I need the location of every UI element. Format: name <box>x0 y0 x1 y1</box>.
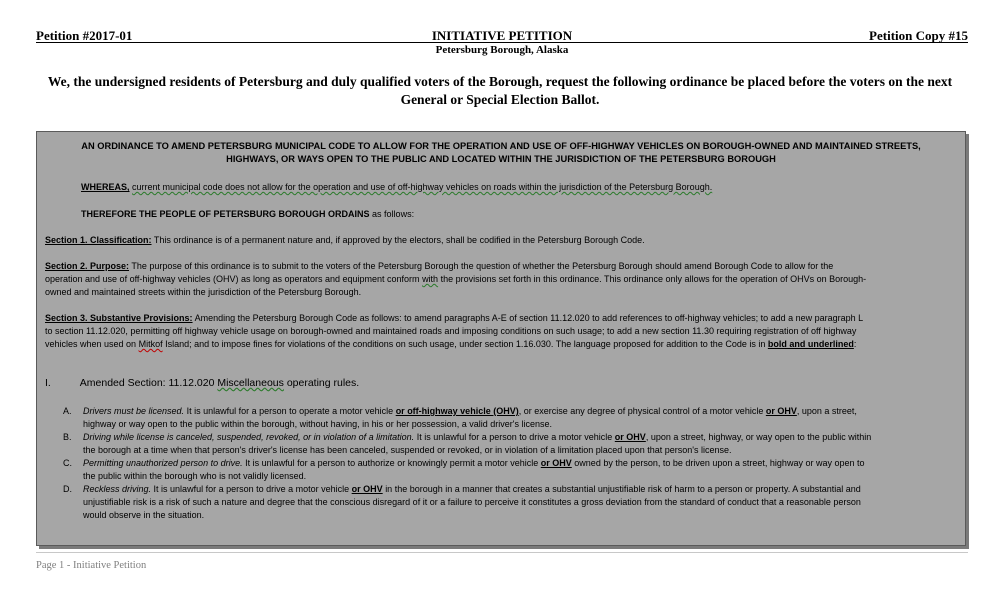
section-3-label: Section 3. Substantive Provisions: <box>45 313 193 323</box>
section-1 <box>45 234 955 247</box>
ordinance-box <box>36 131 966 546</box>
therefore-clause <box>81 208 941 221</box>
item-a-or-ohv: or OHV <box>765 406 797 416</box>
item-d-line3: would observe in the situation. <box>83 510 205 520</box>
item-d-text2: in the borough in a manner that creates a substantial unjustifiable risk of harm to a person or property. A substantial and <box>385 484 861 494</box>
preamble-statement: We, the undersigned residents of Petersburg and duly qualified voters of the Borough, request the following ordinance be placed before the voters on the next General or Special Election Ballot. <box>47 74 953 107</box>
section-3 <box>45 312 957 351</box>
ordinance-title-line1: AN ORDINANCE TO AMEND PETERSBURG MUNICIPAL CODE TO ALLOW FOR THE OPERATION AND USE OF OFF-HIGHWAY VEHICLES ON BOROUGH-OWNED AND MAINTAINED STREETS, <box>81 141 921 151</box>
therefore-bold: THEREFORE THE PEOPLE OF PETERSBURG BOROUGH ORDAINS <box>81 209 370 219</box>
page-title: INITIATIVE PETITION <box>431 28 573 43</box>
whereas-label: WHEREAS, <box>81 182 130 192</box>
ordinance-title <box>51 140 951 166</box>
list-item-c <box>37 457 965 483</box>
item-a-text1: It is unlawful for a person to operate a motor vehicle <box>186 406 394 416</box>
whereas-text: current municipal code does not allow for the operation and use of off-highway vehicles on roads within the jurisdiction of the Petersburg Borough. <box>132 182 713 192</box>
section-2-line2b: the provisions set forth in this ordinance. This ordinance only allows for the operation of OHVs on Borough- <box>440 274 867 284</box>
item-b-heading: Driving while license is canceled, suspended, revoked, or in violation of a limitation. <box>83 432 415 442</box>
list-item-b <box>37 431 965 457</box>
item-c-letter: C. <box>63 458 72 468</box>
section-2-label: Section 2. Purpose: <box>45 261 130 271</box>
item-c-heading: Permitting unauthorized person to drive. <box>83 458 243 468</box>
item-d-or-ohv: or OHV <box>351 484 383 494</box>
item-a-ohv-vehicle: or off-highway vehicle (OHV) <box>395 406 519 416</box>
section-2-line1: The purpose of this ordinance is to submit to the voters of the Petersburg Borough the question of whether the Petersburg Borough should amend Borough Code to allow for the <box>131 261 834 271</box>
item-b-text2: , upon a street, highway, or way open to the public within <box>645 432 872 442</box>
page-footer: Page 1 - Initiative Petition <box>36 560 147 571</box>
item-d-text1: It is unlawful for a person to drive a motor vehicle <box>153 484 350 494</box>
amended-section-heading <box>45 377 957 390</box>
section-2-line2a: operation and use of off-highway vehicles (OHV) as long as operators and equipment conform <box>45 274 420 284</box>
therefore-rest: as follows: <box>372 209 415 219</box>
petition-header <box>36 28 968 60</box>
item-a-line2: highway or way open to the public within the borough, without having, in his or her possession, a valid driver's license. <box>83 419 552 429</box>
petition-number: Petition #2017-01 <box>36 28 133 43</box>
ordinance-title-line2: HIGHWAYS, OR WAYS OPEN TO THE PUBLIC AND LOCATED WITHIN THE JURISDICTION OF THE PETERSBURG BOROUGH <box>226 154 776 164</box>
item-d-letter: D. <box>63 484 72 494</box>
item-c-line2: the public within the borough who is not validly licensed. <box>83 471 307 481</box>
item-a-letter: A. <box>63 406 72 416</box>
section-3-bold-underlined: bold and underlined <box>767 339 854 349</box>
item-a-text2: , or exercise any degree of physical control of a motor vehicle <box>518 406 764 416</box>
petition-copy-number: Petition Copy #15 <box>869 28 968 43</box>
section-1-label: Section 1. Classification: <box>45 235 152 245</box>
item-c-text2: owned by the person, to be driven upon a street, highway or way open to <box>574 458 865 468</box>
amended-text-b: operating rules. <box>286 377 360 389</box>
section-3-line1: Amending the Petersburg Borough Code as follows: to amend paragraphs A-E of section 11.12.020 to add references to off-highway vehicles; to add a new paragraph L <box>194 313 864 323</box>
item-c-or-ohv: or OHV <box>540 458 572 468</box>
section-3-end: : <box>853 339 857 349</box>
list-item-a <box>37 405 965 431</box>
section-2 <box>45 260 957 299</box>
item-c-text1: It is unlawful for a person to authorize or knowingly permit a motor vehicle <box>245 458 539 468</box>
footer-rule <box>36 552 968 553</box>
list-item-d <box>37 483 965 523</box>
section-3-line3a: vehicles when used on <box>45 339 137 349</box>
section-3-line2: to section 11.12.020, permitting off highway vehicle usage on borough-owned and maintained roads and imposing conditions on such usage; to add a new section 11.30 requiring registration of off highway <box>45 326 857 336</box>
item-d-heading: Reckless driving. <box>83 484 152 494</box>
page-subtitle: Petersburg Borough, Alaska <box>435 44 569 56</box>
item-d-line2: unjustifiable risk is a risk of such a nature and degree that the conscious disregard of it or a failure to perceive it constitutes a gross deviation from the standard of conduct that a reasonable person <box>83 497 861 507</box>
amended-misc: Miscellaneous <box>217 377 284 389</box>
amended-numeral: I. <box>45 377 51 389</box>
section-3-line3b: Island; and to impose fines for violations of the conditions on such usage, under section 1.16.030. The language proposed for addition to the Code is in <box>165 339 766 349</box>
item-a-heading: Drivers must be licensed. <box>83 406 185 416</box>
item-a-text3: , upon a street, <box>796 406 857 416</box>
section-3-mitkof: Mitkof <box>138 339 163 349</box>
item-b-line2: the borough at a time when that person's driver's license has been canceled, suspended or revoked, or in violation of a limitation placed upon that person's license. <box>83 445 732 455</box>
section-1-text: This ordinance is of a permanent nature and, if approved by the electors, shall be codified in the Petersburg Borough Code. <box>153 235 645 245</box>
item-b-or-ohv: or OHV <box>614 432 646 442</box>
section-2-with: with <box>422 274 439 284</box>
item-b-letter: B. <box>63 432 72 442</box>
section-2-line3: owned and maintained streets within the jurisdiction of the Petersburg Borough. <box>45 287 362 297</box>
item-b-text1: It is unlawful for a person to drive a motor vehicle <box>416 432 613 442</box>
amended-text-a: Amended Section: 11.12.020 <box>79 377 215 389</box>
whereas-clause <box>81 181 941 194</box>
